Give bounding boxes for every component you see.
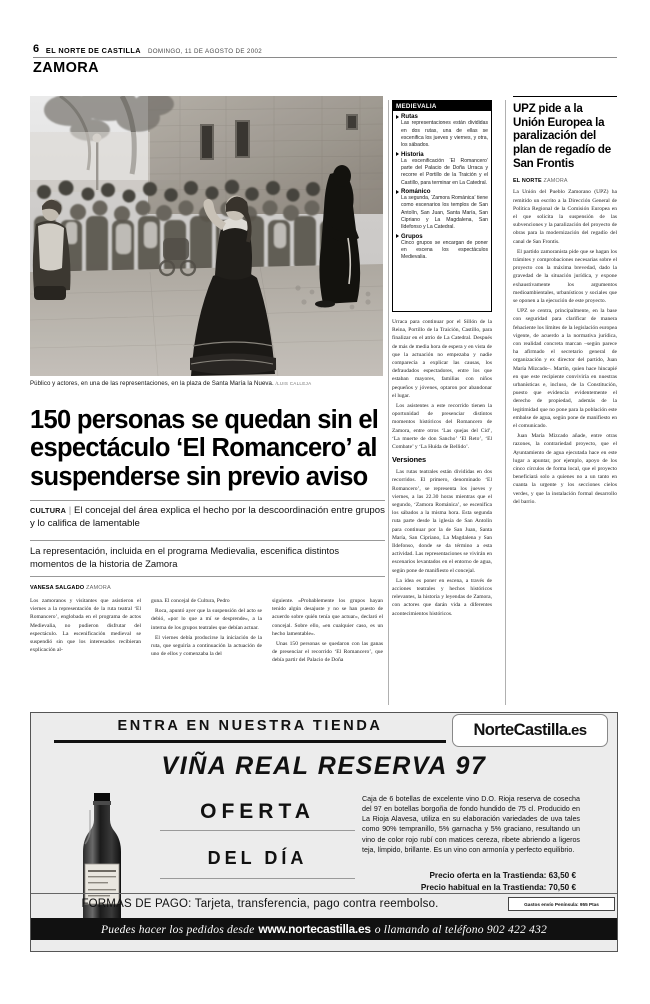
triangle-bullet-icon xyxy=(396,190,399,194)
factbox-item-text: La segunda, ‘Zamora Románica’ tiene como escenarios los templos de San Antolín, San Juan, Santa María, San Cipriano y La Magdalena, San Ildefonso y La Catedral. xyxy=(401,195,488,231)
factbox-item-title: Rutas xyxy=(401,113,418,121)
main-photo xyxy=(30,96,383,376)
kicker-rule-top xyxy=(30,500,385,501)
ad-order-footer[interactable] xyxy=(31,918,617,940)
body-paragraph: El partido zamoranista pide que se hagan los trámites y comprobaciones necesarias sobre el proyecto con la máxima brevedad, dado la gravedad de la situación jurídica, y expone exhaustivamente los argumentos medioambientales, urbanísticos y sociales que se oponen a la ejecución de este proyecto. xyxy=(513,248,617,304)
body-paragraph: siguiente. «Probablemente los grupos hayan tenido algún desajuste y no se han puesto de acuerdo sobre quién tenía que actuar», declaró el concejal. Sobre ello, «en cualquier caso, es un hecho lamentable». xyxy=(272,598,383,637)
factbox-item-title: Historia xyxy=(401,150,424,158)
column-rule xyxy=(505,100,506,705)
ad-shipping-note: Gastos envío Península: 955 Ptas xyxy=(508,897,615,911)
factbox-header: MEDIEVALIA xyxy=(393,101,491,111)
factbox-item-title: Románico xyxy=(401,188,431,196)
body-paragraph: Las rutas teatrales están divididas en dos recorridos. El primero, denominado ‘El Romancero’, se representa los jueves y viernes, a las 22.30 horas mientras que el segundo, ‘Zamora Románica’, se escenifica los sábados a la misma hora. Esta segunda ruta parte desde la iglesia de San Antolín para continuar por la de San Juan, Santa María, San Cipriano, La Magdalena y San Ildefonso, donde se da término a esta actividad. Las representaciones se vivirán en escenarios levantados en el entorno de agua, según pone de manifiesto el concejal. xyxy=(392,469,492,574)
factbox-item-text: Cinco grupos se encargan de poner en escena los espectáculos Medievalia. xyxy=(401,239,488,261)
body-paragraph: Los zamoranos y visitantes que asistieron el viernes a la representación de la ruta teatral ‘El Romancero’, englobada en el programa de actos Medievalia, no pudieron disfrutar del espectáculo. La escenificación medieval se suspendió sin que los interesados recibieran explicación al- xyxy=(30,598,141,654)
body-column-2 xyxy=(151,597,262,705)
issue-date: DOMINGO, 11 DE AGOSTO DE 2002 xyxy=(147,48,263,55)
logo-part-norte: Norte xyxy=(473,721,514,739)
column-rule xyxy=(388,100,389,705)
secondary-story-rule xyxy=(513,96,617,97)
ad-deldia-rule xyxy=(160,878,355,879)
factbox-item-title-row xyxy=(396,233,488,240)
ad-product-description: Caja de 6 botellas de excelente vino D.O. Rioja reserva de cosecha del 97 en botellas borgoña de fondo hundido de 75 cl. Producido en La Rioja Alavesa, utiliza en su elaboración variedades de uva tales como 90% tempranillo, 5% garnacha y 5% graciano, resultando un vino de color rojo rubí con matices cereza, ribete abriendo a ligeros teja, límpido, brillante. Es un vino con armonía y perfecto equilibrio. xyxy=(362,795,580,854)
page-folio-number: 6 xyxy=(33,43,39,55)
body-paragraph: Roca, apuntó ayer que la suspensión del acto se debió, «por lo que a mí se desprende», a la interna de los grupos teatrales que debían actuar. xyxy=(151,608,262,631)
body-column-1 xyxy=(30,597,141,705)
logo-part-castilla: Castilla xyxy=(513,721,568,739)
byline-place: ZAMORA xyxy=(86,585,111,591)
nortecastilla-logo[interactable] xyxy=(452,714,608,747)
masthead xyxy=(33,42,617,58)
ad-oferta-label: OFERTA xyxy=(200,800,315,823)
byline-author: VANESA SALGADO xyxy=(30,585,85,591)
story-continuation-column xyxy=(392,318,492,705)
factbox-item-title-row xyxy=(396,188,488,195)
factbox-item-text: Las representaciones están divididas en dos rutas, una de ellas se escenifica los jueves y viernes, y otra, los sábados. xyxy=(401,120,488,149)
factbox-item xyxy=(396,151,488,187)
body-paragraph: UPZ se centra, principalmente, en la base con seguridad para clarificar de manera fehaciente los límites de la legislación europea vigente, de acuerdo a la normativa jurídica, con realidad concreta marcan –según parece ha afirmado el secretario general de organización y ex director del partido, Juan María Mizcado–. Martín, quien hace hincapié en que este recipiente conviviría en nuestras urbanísticas e, incluso, de la Constitución, puesto que evidencia evidentemente el derecho de propiedad, además de la legitimidad que no pone para la población este embalse de agua, según pone de manifiesto en el comunicado. xyxy=(513,308,617,430)
subdeck-rule-top xyxy=(30,540,385,541)
factbox-item xyxy=(396,188,488,232)
subhead-versiones: Versiones xyxy=(392,455,427,465)
main-body-columns xyxy=(30,597,385,705)
triangle-bullet-icon xyxy=(396,234,399,238)
main-headline: 150 personas se quedan sin el espectáculo ‘El Romancero’ al suspenderse sin previo aviso xyxy=(30,406,379,491)
nortecastilla-logo-text xyxy=(473,721,586,740)
factbox-item xyxy=(396,233,488,262)
ad-oferta-rule xyxy=(160,830,355,831)
body-column-3 xyxy=(272,597,383,705)
factbox-item-title-row xyxy=(396,151,488,158)
kicker-text: El concejal del área explica el hecho por la descoordinación entre grupos y lo califica de lamentable xyxy=(30,505,385,529)
body-paragraph: Juan María Mizcado añade, entre otras razones, la contrariedad proyecto, que el Ayuntamiento de agua ejecutada hace en este lugar a apuntar, por ejemplo, apoyo de los cinco círculos de forma local, que el proyecto beneficiará solo a quienes no a un tanto en cuanta la urgente y los secciones cielos verdes, y que la instalación formal desarrollo del barrio. xyxy=(513,433,617,505)
ad-divider-rule xyxy=(31,893,617,894)
body-paragraph: La Unión del Pueblo Zamorano (UPZ) ha remitido un escrito a la Dirección General de Política Regional de la Comisión Europea en el que solicita la suspensión de las subvenciones y la paralización del proyecto de obras para la modernización del regadío del canal de San Frontis. xyxy=(513,189,617,245)
ad-offer-price: Precio oferta en la Trastienda: 63,50 € xyxy=(429,871,576,880)
triangle-bullet-icon xyxy=(396,115,399,119)
secondary-byline xyxy=(513,178,617,184)
photo-caption-text: Público y actores, en una de las representaciones, en la plaza de Santa María la Nueva. xyxy=(30,380,274,387)
ad-deldia-label: DEL DÍA xyxy=(207,848,308,868)
ad-entra-heading: ENTRA EN NUESTRA TIENDA xyxy=(117,718,383,734)
body-paragraph: guna. El concejal de Cultura, Pedro xyxy=(151,598,230,604)
photo-credit: /LUIS CALLEJA xyxy=(275,381,312,386)
secondary-body xyxy=(513,188,617,506)
ad-payment-methods: FORMAS DE PAGO: Tarjeta, transferencia, pago contra reembolso. xyxy=(81,898,439,910)
factbox-item xyxy=(396,113,488,149)
ad-footer-prefix: Puedes hacer los pedidos desde xyxy=(100,922,255,936)
body-paragraph: Unas 150 personas se quedaron con las ganas de presenciar el recorrido ‘El Romancero’, que debía partir del Palacio de Doña xyxy=(272,641,383,664)
body-paragraph: Los asistentes a este recorrido tienen la oportunidad de presenciar distintos momentos históricos del Romancero de Zamora, entre otros ‘Las quejas del Cid’, ‘La muerte de don Sancho’ ‘El Reto’, ‘El Combate’ y ‘La Huída de Bellido’. xyxy=(392,403,492,451)
ad-regular-price: Precio habitual en la Trastienda: 70,50 € xyxy=(420,883,576,892)
secondary-headline: UPZ pide a la Unión Europea la paralización del plan de regadío de San Frontis xyxy=(513,102,611,170)
kicker-separator: | xyxy=(68,505,72,516)
section-title: ZAMORA xyxy=(33,60,100,76)
body-paragraph: Urraca para continuar por el Sillón de la Reina, Portillo de la Traición, Castillo, para finalizar en el atrio de La Catedral. Después de más de media hora de espera y en vista de que la actuación no empezaba y nadie comparecía a explicar las causas, los defraudados espectadores, entre los que estaban mayores, familias con niños pequeños y jóvenes, optaron por abandonar el lugar. xyxy=(392,319,492,399)
kicker-section-label: CULTURA xyxy=(30,506,67,515)
ad-footer-suffix: o llamando al teléfono 902 422 432 xyxy=(374,922,548,936)
photo-illustration xyxy=(30,96,383,376)
body-paragraph: El viernes debía producirse la iniciación de la ruta, que seguiría a continuación la actuación de uno de ellos y comenzaba la del xyxy=(151,634,262,658)
secondary-byline-place: ZAMORA xyxy=(543,178,568,185)
factbox-item-title-row xyxy=(396,113,488,120)
body-paragraph: La idea es poner en escena, a través de acciones teatrales y hechos históricos relevantes, la historia y leyendas de Zamora, con actores que darán vida a diferentes acontecimientos históricos. xyxy=(392,577,492,617)
subdeck-rule-bottom xyxy=(30,576,385,577)
factbox-item-text: La escenificación ‘El Romancero’ parte del Palacio de Doña Urraca y recorre el Portillo de la Traición y el Castillo, para terminar en La Catedral. xyxy=(401,157,488,186)
main-byline xyxy=(30,585,111,591)
newspaper-name: EL NORTE DE CASTILLA xyxy=(45,46,141,55)
medievalia-factbox xyxy=(392,100,492,312)
subdeck-text: La representación, incluida en el programa Medievalia, escenifica distintos momentos de la historia de Zamora xyxy=(30,545,340,569)
photo-caption xyxy=(30,380,383,387)
ad-website-url[interactable]: www.nortecastilla.es xyxy=(258,922,371,936)
ad-product-title: VIÑA REAL RESERVA 97 xyxy=(161,752,487,780)
secondary-byline-author: EL NORTE xyxy=(513,178,542,185)
kicker-line xyxy=(30,505,385,530)
secondary-story xyxy=(513,96,617,705)
logo-part-domain: .es xyxy=(567,722,587,739)
factbox-item-title: Grupos xyxy=(401,232,423,240)
ad-entra-rule xyxy=(54,740,446,743)
triangle-bullet-icon xyxy=(396,152,399,156)
factbox-body xyxy=(393,111,491,264)
